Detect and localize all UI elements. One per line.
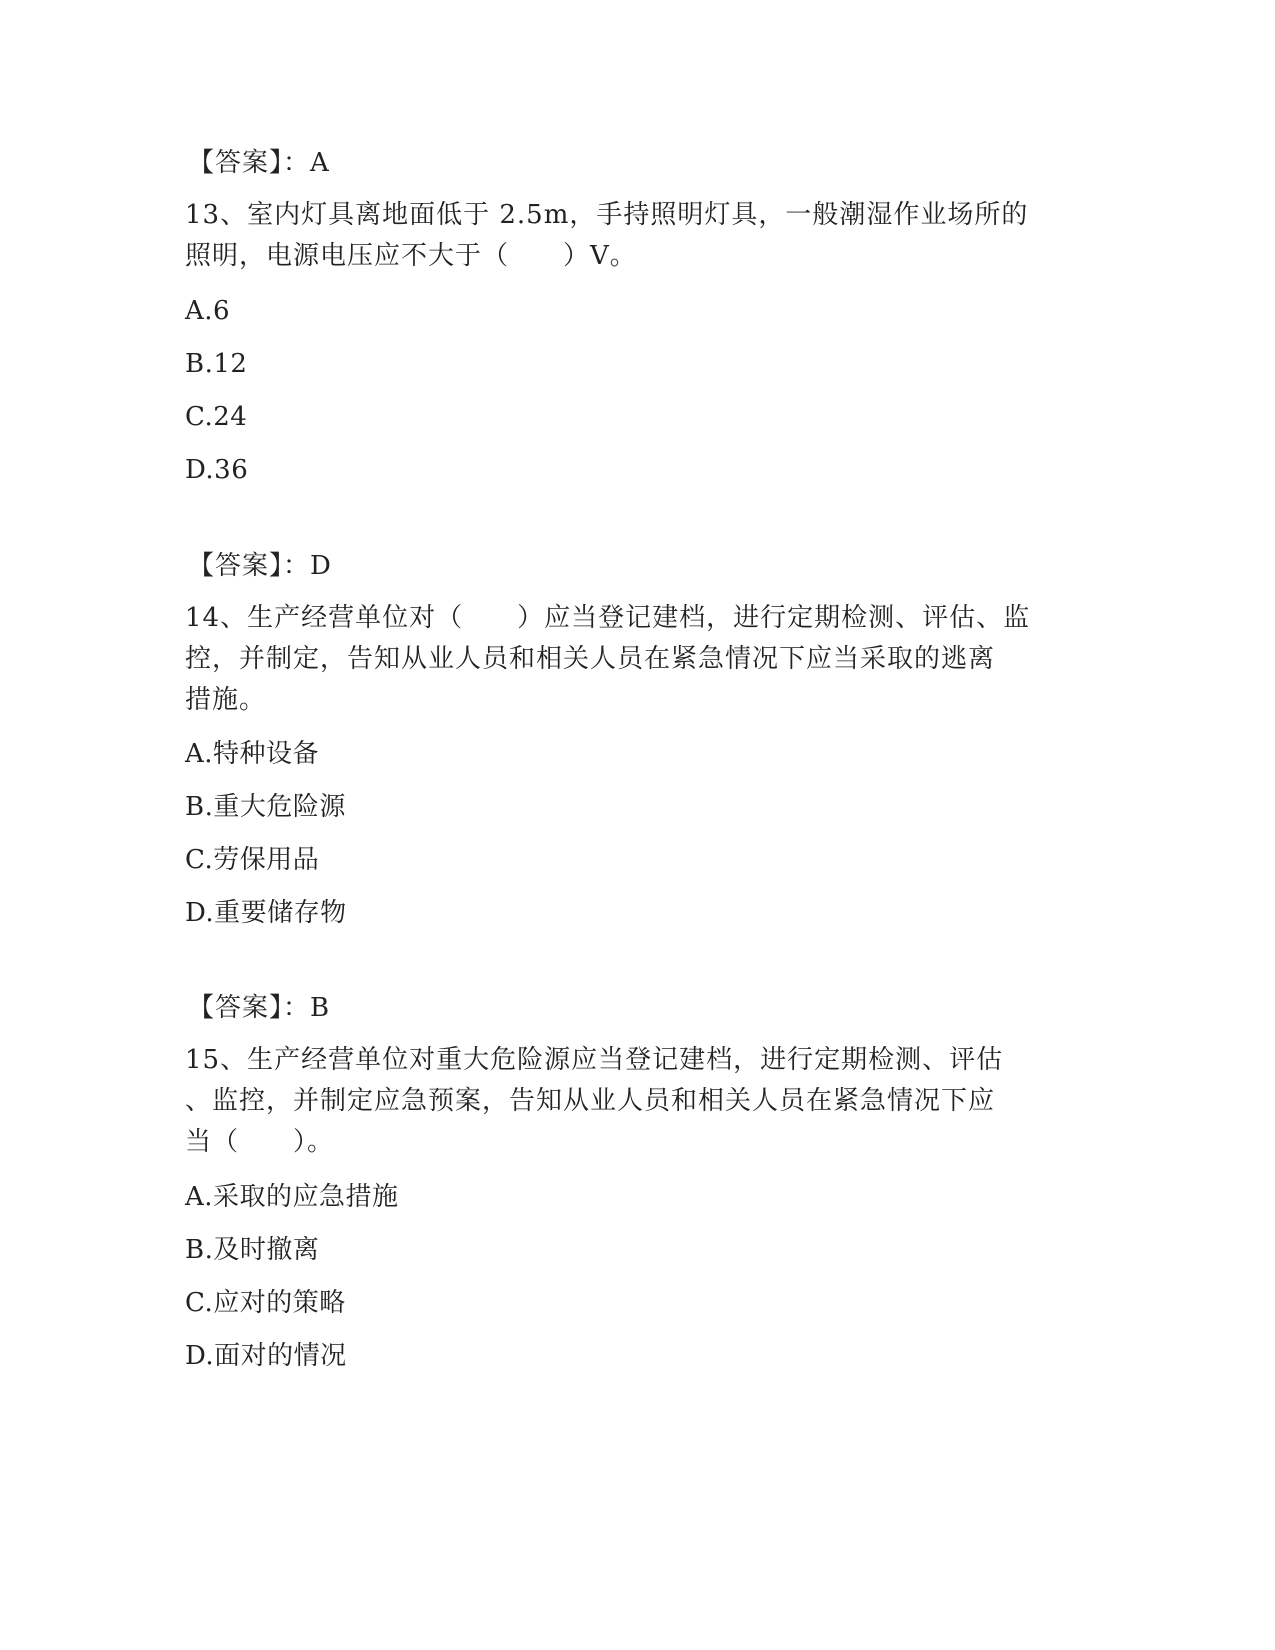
question-14-line-3: 措施。	[185, 685, 267, 715]
question-13-line-2: 照明，电源电压应不大于（ ）V。	[185, 241, 637, 271]
question-15-line-3: 当（ ）。	[185, 1127, 335, 1157]
answer-q14: 【答案】：B	[188, 993, 331, 1023]
question-13-option-b: B.12	[185, 349, 248, 379]
question-15-option-d: D.面对的情况	[185, 1341, 347, 1371]
question-13-option-a: A.6	[185, 296, 231, 326]
question-14-option-c: C.劳保用品	[185, 845, 320, 875]
question-14-line-2: 控，并制定，告知从业人员和相关人员在紧急情况下应当采取的逃离	[185, 644, 996, 674]
question-15-option-b: B.及时撤离	[185, 1235, 320, 1265]
question-13-line-1: 13、室内灯具离地面低于 2.5m，手持照明灯具，一般潮湿作业场所的	[185, 200, 1029, 230]
question-13-option-d: D.36	[185, 455, 249, 485]
question-14-option-a: A.特种设备	[185, 739, 320, 769]
question-15-line-1: 15、生产经营单位对重大危险源应当登记建档，进行定期检测、评估	[185, 1045, 1004, 1075]
question-15-option-c: C.应对的策略	[185, 1288, 346, 1318]
question-15-option-a: A.采取的应急措施	[185, 1182, 399, 1212]
answer-q12: 【答案】：A	[188, 148, 330, 178]
question-15-line-2: 、监控，并制定应急预案，告知从业人员和相关人员在紧急情况下应	[185, 1086, 996, 1116]
question-14-option-b: B.重大危险源	[185, 792, 346, 822]
question-13-option-c: C.24	[185, 402, 248, 432]
answer-q13: 【答案】：D	[188, 551, 332, 581]
question-14-option-d: D.重要储存物	[185, 898, 347, 928]
question-14-line-1: 14、生产经营单位对（ ）应当登记建档，进行定期检测、评估、监	[185, 603, 1031, 633]
